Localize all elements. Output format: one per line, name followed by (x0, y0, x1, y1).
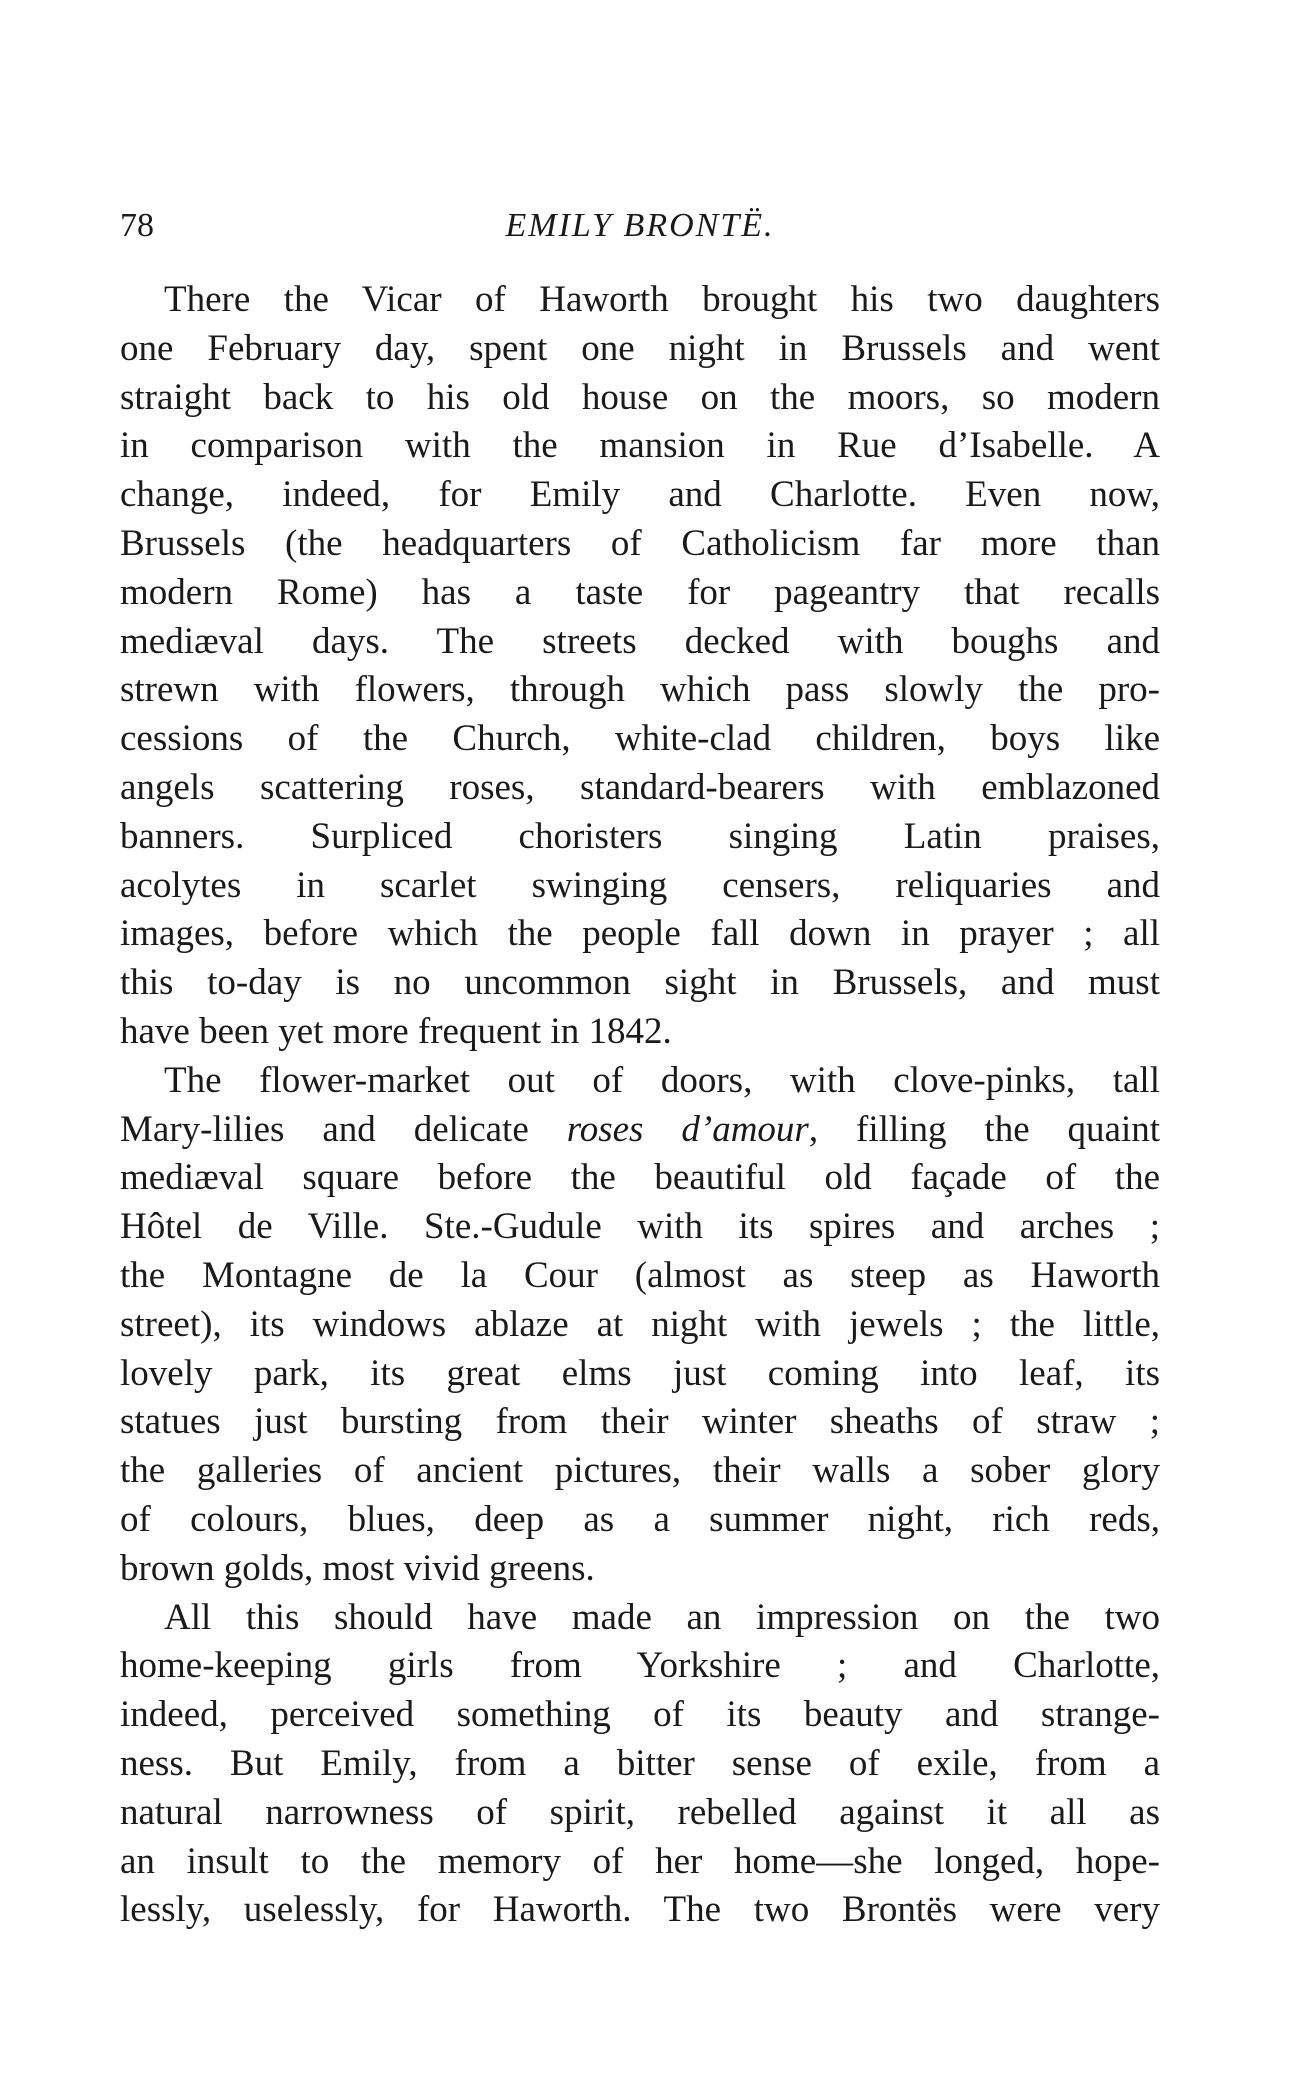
text-line: home-keeping girls from Yorkshire ; and Charlotte, (120, 1645, 1160, 1687)
text-line: ness. But Emily, from a bitter sense of exile, from a (120, 1742, 1160, 1784)
paragraph (120, 1594, 1160, 1936)
text-line: mediæval days. The streets decked with boughs and (120, 620, 1160, 662)
text-line: straight back to his old house on the moors, so modern (120, 376, 1160, 418)
running-head: EMILY BRONTË. (505, 207, 775, 244)
text-line: mediæval square before the beautiful old façade of the (120, 1157, 1160, 1199)
text-line: this to-day is no uncommon sight in Brussels, and must (120, 962, 1160, 1004)
text-line: acolytes in scarlet swinging censers, reliquaries and (120, 864, 1160, 906)
paragraph (120, 276, 1160, 1057)
text-line-with-italic (120, 1106, 1160, 1155)
text-line: Hôtel de Ville. Ste.-Gudule with its spires and arches ; (120, 1206, 1160, 1248)
body-text (120, 276, 1160, 1935)
italic-phrase: roses d’amour (566, 1108, 809, 1150)
text-line: There the Vicar of Haworth brought his two daughters (164, 279, 1160, 320)
text-line: modern Rome) has a taste for pageantry that recalls (120, 571, 1160, 613)
text-line: natural narrowness of spirit, rebelled against it all as (120, 1791, 1160, 1833)
text-line: the Montagne de la Cour (almost as steep as Haworth (120, 1254, 1160, 1296)
text-line: the galleries of ancient pictures, their walls a sober glory (120, 1450, 1160, 1492)
text-line: cessions of the Church, white-clad children, boys like (120, 718, 1160, 760)
text-line: angels scattering roses, standard-bearers with emblazoned (120, 766, 1160, 808)
text-line: statues just bursting from their winter sheaths of straw ; (120, 1401, 1160, 1443)
text-line: one February day, spent one night in Brussels and went (120, 327, 1160, 369)
text-segment: , filling the quaint (808, 1108, 1160, 1150)
page-number: 78 (120, 207, 154, 244)
text-line: banners. Surpliced choristers singing Latin praises, (120, 815, 1160, 857)
text-line: of colours, blues, deep as a summer night, rich reds, (120, 1498, 1160, 1540)
page-header (120, 207, 1160, 257)
text-line: images, before which the people fall down in prayer ; all (120, 913, 1160, 955)
text-line: brown golds, most vivid greens. (120, 1547, 595, 1589)
text-line: lovely park, its great elms just coming into leaf, its (120, 1352, 1160, 1394)
text-line: lessly, uselessly, for Haworth. The two Brontës were very (120, 1889, 1160, 1931)
text-line: All this should have made an impression on the two (164, 1596, 1160, 1638)
text-line: indeed, perceived something of its beauty and strange- (120, 1694, 1160, 1736)
text-line: The flower-market out of doors, with clove-pinks, tall (164, 1059, 1160, 1101)
text-line: change, indeed, for Emily and Charlotte. Even now, (120, 474, 1160, 516)
text-line: in comparison with the mansion in Rue d’Isabelle. A (120, 425, 1160, 467)
text-segment: Mary-lilies and delicate (120, 1108, 529, 1150)
text-line: strewn with flowers, through which pass slowly the pro- (120, 669, 1160, 711)
text-line: street), its windows ablaze at night with jewels ; the little, (120, 1303, 1160, 1345)
text-line: have been yet more frequent in 1842. (120, 1010, 672, 1052)
text-line: an insult to the memory of her home—she longed, hope- (120, 1840, 1160, 1882)
paragraph (120, 1057, 1160, 1594)
text-line: Brussels (the headquarters of Catholicism far more than (120, 522, 1160, 564)
